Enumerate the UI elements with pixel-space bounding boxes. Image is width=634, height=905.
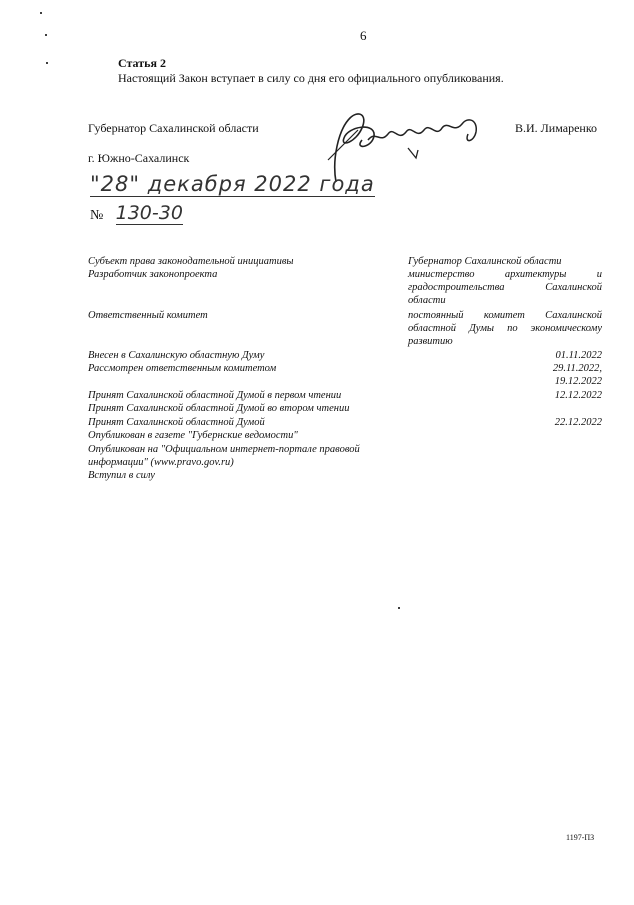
city-name: г. Южно-Сахалинск [88,151,190,165]
scan-speck [40,12,42,14]
info-value-developer [408,268,602,307]
article-text: Настоящий Закон вступает в силу со дня его официального опубликования. [118,71,504,85]
event-label-continued: информации" (www.pravo.gov.ru) [88,457,234,468]
page-number: 6 [360,28,367,43]
number-sign: № [90,208,104,223]
info-label: Разработчик законопроекта [88,269,218,280]
event-date: 12.12.2022 [554,390,602,401]
info-value: министерство архитектуры и градостроительства Сахалинской области [408,269,602,306]
event-date: 29.11.2022, [552,363,602,374]
event-label: Принят Сахалинской областной Думой [88,417,265,428]
scan-speck [398,607,400,609]
info-label: Субъект права законодательной инициативы [88,256,294,267]
handwritten-date-text: "28" декабря 2022 года [90,172,375,196]
info-value-committee [408,309,602,348]
info-label: Ответственный комитет [88,310,208,321]
event-date: 01.11.2022 [555,350,602,361]
event-label: Рассмотрен ответственным комитетом [88,363,277,374]
document-code: 1197-ПЗ [566,833,595,842]
scan-speck [45,34,47,36]
event-label: Принят Сахалинской областной Думой во втором чтении [88,403,350,414]
governor-title: Губернатор Сахалинской области [88,121,259,135]
handwritten-number: 130-30 [115,202,183,224]
handwritten-date [90,172,375,197]
info-value: постоянный комитет Сахалинской областной Думы по экономическому развитию [408,310,602,347]
event-label: Вступил в силу [88,470,155,481]
article-title: Статья 2 [118,56,166,70]
event-label: Опубликован на "Официальном интернет-портале правовой [88,444,360,455]
event-label: Внесен в Сахалинскую областную Думу [88,350,265,361]
event-label: Принят Сахалинской областной Думой в первом чтении [88,390,342,401]
event-date: 22.12.2022 [554,417,602,428]
handwritten-number-line [90,202,183,224]
event-date-second: 19.12.2022 [554,376,602,387]
governor-name: В.И. Лимаренко [515,121,598,135]
scan-speck [46,62,48,64]
info-value-initiator [408,255,602,268]
info-value: Губернатор Сахалинской области [408,256,562,267]
event-label: Опубликован в газете "Губернские ведомости" [88,430,298,441]
